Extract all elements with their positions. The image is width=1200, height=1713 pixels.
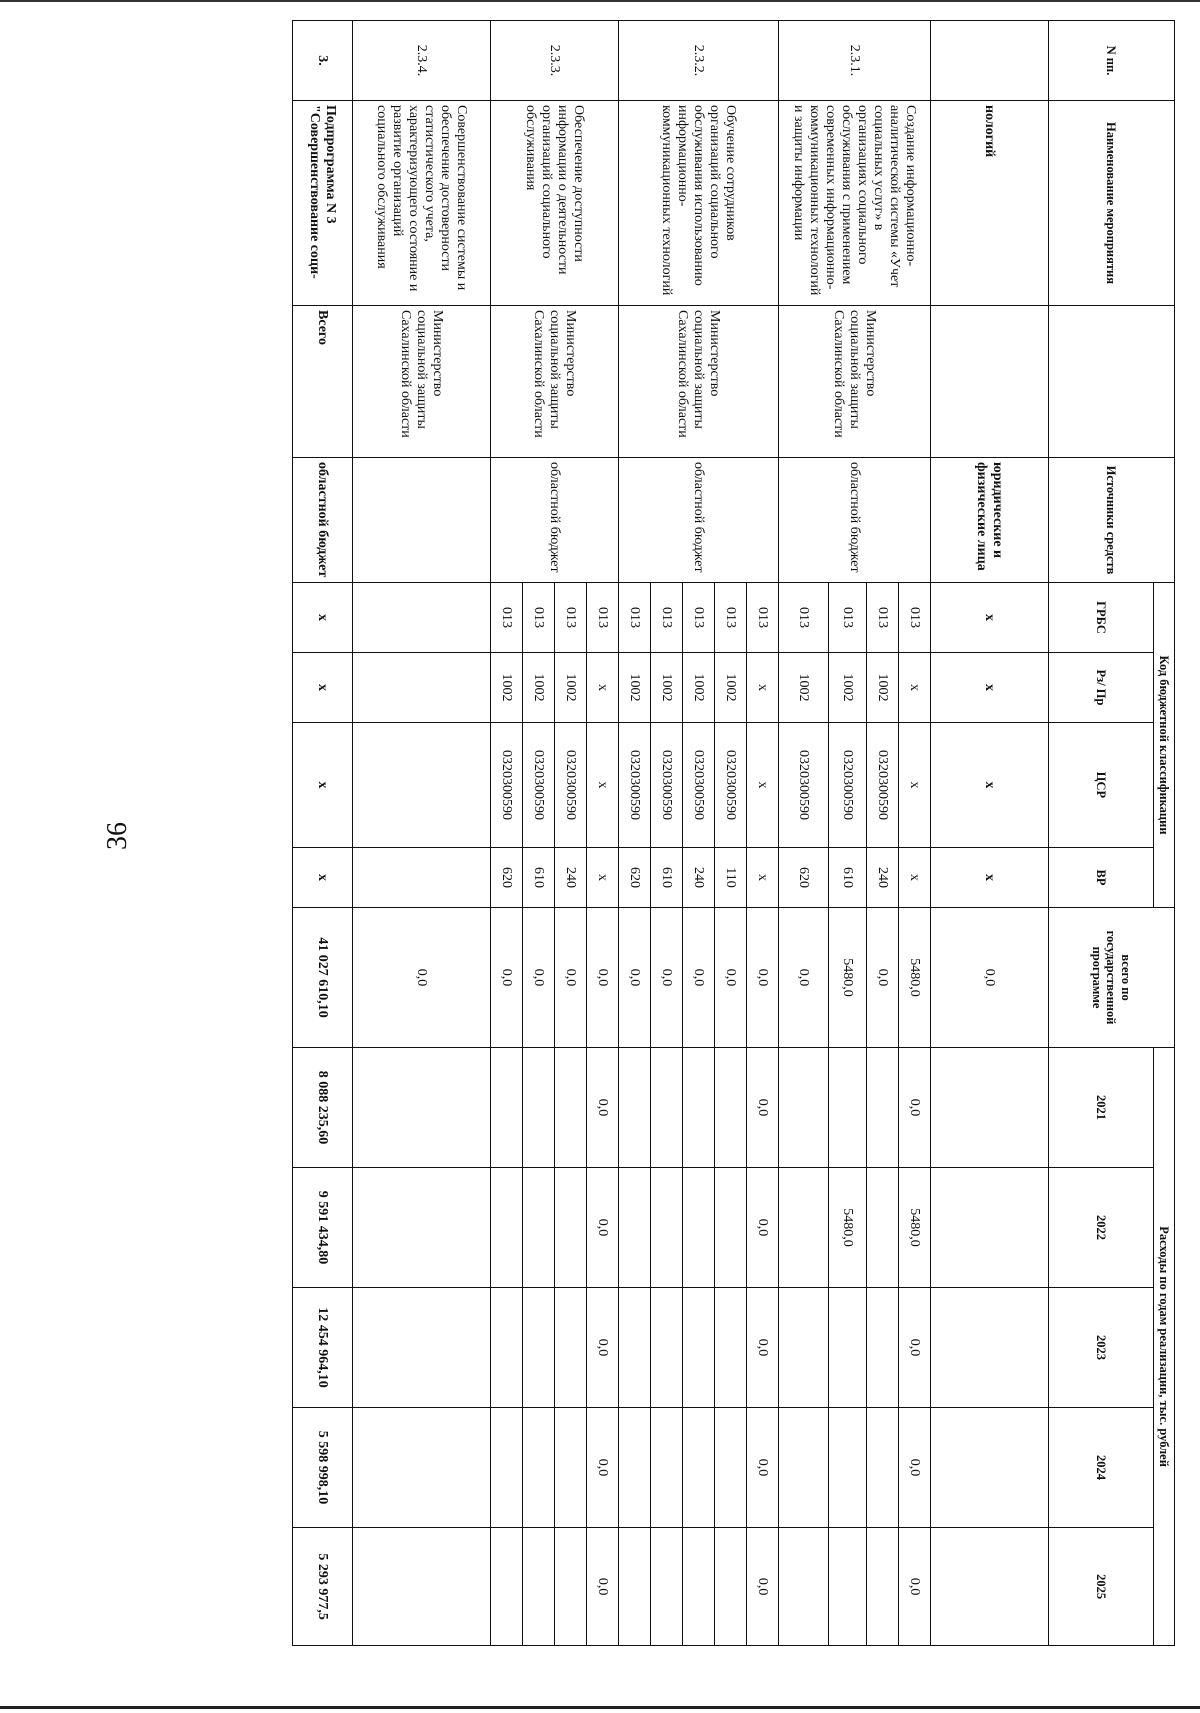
rotated-page: [150, 0, 1200, 1680]
cell-2024: [618, 1408, 650, 1528]
cell-2022: [866, 1168, 898, 1288]
header-year-2021: 2021: [1048, 1048, 1153, 1168]
cell-2024: [352, 1408, 490, 1528]
cell-rzpr: [352, 653, 490, 723]
cell-rzpr: x: [898, 653, 930, 723]
cell-vr: x: [898, 848, 930, 908]
cell-2023: [490, 1288, 522, 1408]
row-n: 2.3.2.: [618, 21, 778, 101]
header-rzpr: Рз/ Пр: [1048, 653, 1153, 723]
cell-2021: [554, 1048, 586, 1168]
cell-total: 0,0: [586, 908, 618, 1048]
cell-rzpr: 1002: [682, 653, 714, 723]
row-n: [930, 21, 1048, 101]
cell-2022: [352, 1168, 490, 1288]
cell-2023: [522, 1288, 554, 1408]
cell-grbs: 013: [650, 583, 682, 653]
cell-total: 5480,0: [898, 908, 930, 1048]
cell-rzpr: x: [292, 653, 352, 723]
cell-grbs: x: [292, 583, 352, 653]
cell-total: 0,0: [554, 908, 586, 1048]
cell-grbs: 013: [586, 583, 618, 653]
cell-csr: 0320300590: [490, 723, 522, 848]
cell-2022: 0,0: [586, 1168, 618, 1288]
table-row: [898, 21, 930, 1646]
header-vr: ВР: [1048, 848, 1153, 908]
cell-2021: [650, 1048, 682, 1168]
cell-2024: [714, 1408, 746, 1528]
header-csr: ЦСР: [1048, 723, 1153, 848]
cell-2021: [828, 1048, 866, 1168]
cell-2021: 8 088 235,60: [292, 1048, 352, 1168]
cell-2023: [682, 1288, 714, 1408]
cell-2023: [352, 1288, 490, 1408]
header-n: N пп.: [1048, 21, 1174, 101]
header-executor: [1048, 306, 1174, 458]
cell-2025: [714, 1528, 746, 1646]
cell-2023: [828, 1288, 866, 1408]
cell-2023: [650, 1288, 682, 1408]
cell-grbs: 013: [618, 583, 650, 653]
cell-2025: [682, 1528, 714, 1646]
cell-csr: x: [898, 723, 930, 848]
cell-csr: 0320300590: [522, 723, 554, 848]
cell-2023: 0,0: [898, 1288, 930, 1408]
cell-vr: x: [930, 848, 1048, 908]
cell-2024: [650, 1408, 682, 1528]
cell-2022: 0,0: [746, 1168, 778, 1288]
cell-2025: [930, 1528, 1048, 1646]
row-executor: Министерство социальной защиты Сахалинской области: [352, 306, 490, 458]
cell-2025: 0,0: [746, 1528, 778, 1646]
cell-2022: 9 591 434,80: [292, 1168, 352, 1288]
row-n: 2.3.1.: [778, 21, 930, 101]
cell-grbs: 013: [554, 583, 586, 653]
cell-grbs: 013: [866, 583, 898, 653]
row-executor: [930, 306, 1048, 458]
cell-2022: [650, 1168, 682, 1288]
cell-grbs: x: [930, 583, 1048, 653]
cell-csr: 0320300590: [682, 723, 714, 848]
cell-2025: [490, 1528, 522, 1646]
cell-2022: [618, 1168, 650, 1288]
cell-total: 5480,0: [828, 908, 866, 1048]
table-row: [292, 21, 352, 1646]
cell-total: 0,0: [618, 908, 650, 1048]
row-name: Подпрограмма N 3 "Совершенствование соци-: [292, 101, 352, 306]
row-executor: Министерство социальной защиты Сахалинской области: [778, 306, 930, 458]
row-executor: Министерство социальной защиты Сахалинской области: [490, 306, 618, 458]
cell-vr: x: [586, 848, 618, 908]
cell-2021: [352, 1048, 490, 1168]
row-source: областной бюджет: [490, 458, 618, 583]
cell-2021: 0,0: [898, 1048, 930, 1168]
cell-2022: [778, 1168, 828, 1288]
cell-2022: [714, 1168, 746, 1288]
cell-rzpr: 1002: [714, 653, 746, 723]
cell-rzpr: 1002: [522, 653, 554, 723]
cell-2021: [522, 1048, 554, 1168]
cell-vr: [352, 848, 490, 908]
cell-total: 0,0: [930, 908, 1048, 1048]
cell-2023: [554, 1288, 586, 1408]
cell-2022: [490, 1168, 522, 1288]
cell-2021: [714, 1048, 746, 1168]
cell-2021: [682, 1048, 714, 1168]
cell-total: 0,0: [682, 908, 714, 1048]
row-name: нологий: [930, 101, 1048, 306]
cell-2025: [650, 1528, 682, 1646]
cell-grbs: 013: [778, 583, 828, 653]
cell-grbs: [352, 583, 490, 653]
cell-vr: 620: [490, 848, 522, 908]
cell-2021: [490, 1048, 522, 1168]
cell-vr: 110: [714, 848, 746, 908]
cell-2024: [554, 1408, 586, 1528]
cell-rzpr: 1002: [554, 653, 586, 723]
page-number: 36: [102, 822, 133, 850]
cell-grbs: 013: [490, 583, 522, 653]
cell-total: 0,0: [352, 908, 490, 1048]
cell-2023: 0,0: [586, 1288, 618, 1408]
cell-grbs: 013: [828, 583, 866, 653]
cell-csr: x: [746, 723, 778, 848]
header-code-group: Код бюджетной классификации: [1153, 583, 1174, 908]
cell-2025: [554, 1528, 586, 1646]
cell-2022: 5480,0: [898, 1168, 930, 1288]
cell-2023: [618, 1288, 650, 1408]
cell-2024: [828, 1408, 866, 1528]
row-executor: Министерство социальной защиты Сахалинской области: [618, 306, 778, 458]
table-row: [352, 21, 490, 1646]
cell-rzpr: 1002: [866, 653, 898, 723]
cell-2024: [866, 1408, 898, 1528]
cell-2025: 0,0: [898, 1528, 930, 1646]
cell-csr: 0320300590: [618, 723, 650, 848]
header-year-2024: 2024: [1048, 1408, 1153, 1528]
cell-2021: [618, 1048, 650, 1168]
cell-rzpr: 1002: [828, 653, 866, 723]
cell-total: 0,0: [778, 908, 828, 1048]
cell-2024: [682, 1408, 714, 1528]
cell-total: 0,0: [650, 908, 682, 1048]
cell-total: 0,0: [746, 908, 778, 1048]
row-n: 3.: [292, 21, 352, 101]
cell-2024: 5 598 998,10: [292, 1408, 352, 1528]
cell-2021: [778, 1048, 828, 1168]
cell-2025: [522, 1528, 554, 1646]
cell-2022: [522, 1168, 554, 1288]
cell-grbs: 013: [746, 583, 778, 653]
cell-rzpr: 1002: [650, 653, 682, 723]
header-years-group: Расходы по годам реализации, тыс. рублей: [1153, 1048, 1174, 1646]
table-row: [746, 21, 778, 1646]
header-name: Наименование мероприятия: [1048, 101, 1174, 306]
cell-2024: [778, 1408, 828, 1528]
cell-vr: 620: [778, 848, 828, 908]
row-name: Обучение сотрудников организаций социального обслуживания использованию информационно- коммуникационных технологий: [618, 101, 778, 306]
row-name: Создание информационно-аналитической системы «Учет социальных услуг» в организациях социального обслуживания с применением современных информационно-коммуникационных технологий и защиты информации: [778, 101, 930, 306]
cell-2023: 0,0: [746, 1288, 778, 1408]
cell-2022: 5480,0: [828, 1168, 866, 1288]
cell-csr: [352, 723, 490, 848]
cell-2022: [682, 1168, 714, 1288]
cell-csr: 0320300590: [714, 723, 746, 848]
row-source: юридические и физические лица: [930, 458, 1048, 583]
cell-total: 0,0: [714, 908, 746, 1048]
row-name: Совершенствование системы и обеспечение достоверности статистического учета, характеризующего состояние и развитие организаций социального обслуживания: [352, 101, 490, 306]
cell-csr: x: [930, 723, 1048, 848]
cell-2021: 0,0: [586, 1048, 618, 1168]
cell-2025: [778, 1528, 828, 1646]
cell-2023: [714, 1288, 746, 1408]
header-grbs: ГРБС: [1048, 583, 1153, 653]
cell-2024: [930, 1408, 1048, 1528]
cell-2021: 0,0: [746, 1048, 778, 1168]
cell-2024: [522, 1408, 554, 1528]
cell-2025: 0,0: [586, 1528, 618, 1646]
header-total: всего по государственной программе: [1048, 908, 1174, 1048]
cell-2025: [828, 1528, 866, 1646]
cell-vr: x: [746, 848, 778, 908]
cell-vr: 610: [828, 848, 866, 908]
cell-vr: 610: [522, 848, 554, 908]
cell-total: 41 027 610,10: [292, 908, 352, 1048]
cell-2023: [866, 1288, 898, 1408]
cell-vr: 240: [866, 848, 898, 908]
cell-csr: x: [292, 723, 352, 848]
cell-csr: 0320300590: [554, 723, 586, 848]
cell-vr: 620: [618, 848, 650, 908]
cell-2024: [490, 1408, 522, 1528]
cell-csr: 0320300590: [828, 723, 866, 848]
cell-vr: 240: [682, 848, 714, 908]
cell-2023: [778, 1288, 828, 1408]
cell-grbs: 013: [714, 583, 746, 653]
row-n: 2.3.4.: [352, 21, 490, 101]
cell-2024: 0,0: [586, 1408, 618, 1528]
cell-2023: [930, 1288, 1048, 1408]
row-source: областной бюджет: [618, 458, 778, 583]
header-year-2022: 2022: [1048, 1168, 1153, 1288]
row-n: 2.3.3.: [490, 21, 618, 101]
row-executor: Всего: [292, 306, 352, 458]
cell-2022: [930, 1168, 1048, 1288]
cell-rzpr: 1002: [778, 653, 828, 723]
cell-vr: x: [292, 848, 352, 908]
cell-grbs: 013: [682, 583, 714, 653]
cell-grbs: 013: [898, 583, 930, 653]
header-year-2023: 2023: [1048, 1288, 1153, 1408]
cell-2025: [352, 1528, 490, 1646]
cell-csr: 0320300590: [650, 723, 682, 848]
cell-2021: [930, 1048, 1048, 1168]
cell-csr: 0320300590: [866, 723, 898, 848]
cell-2025: 5 293 977,5: [292, 1528, 352, 1646]
cell-rzpr: 1002: [490, 653, 522, 723]
cell-rzpr: 1002: [618, 653, 650, 723]
cell-total: 0,0: [490, 908, 522, 1048]
cell-2025: [866, 1528, 898, 1646]
row-source: областной бюджет: [292, 458, 352, 583]
cell-2024: 0,0: [898, 1408, 930, 1528]
row-source: [352, 458, 490, 583]
budget-table: [292, 20, 1175, 1646]
budget-table-container: [305, 20, 1175, 1645]
header-sources: Источники средств: [1048, 458, 1174, 583]
cell-2021: [866, 1048, 898, 1168]
cell-csr: x: [586, 723, 618, 848]
cell-2023: 12 454 964,10: [292, 1288, 352, 1408]
cell-vr: 610: [650, 848, 682, 908]
cell-total: 0,0: [522, 908, 554, 1048]
table-row: [586, 21, 618, 1646]
cell-vr: 240: [554, 848, 586, 908]
cell-rzpr: x: [586, 653, 618, 723]
cell-rzpr: x: [746, 653, 778, 723]
cell-grbs: 013: [522, 583, 554, 653]
cell-2025: [618, 1528, 650, 1646]
row-source: областной бюджет: [778, 458, 930, 583]
cell-2024: 0,0: [746, 1408, 778, 1528]
cell-csr: 0320300590: [778, 723, 828, 848]
row-name: Обеспечение доступности информации о деятельности организаций социального обслуживания: [490, 101, 618, 306]
cell-rzpr: x: [930, 653, 1048, 723]
scan-edge-bottom: [0, 1706, 1200, 1709]
table-row: [930, 21, 1048, 1646]
cell-2022: [554, 1168, 586, 1288]
header-year-2025: 2025: [1048, 1528, 1153, 1646]
cell-total: 0,0: [866, 908, 898, 1048]
